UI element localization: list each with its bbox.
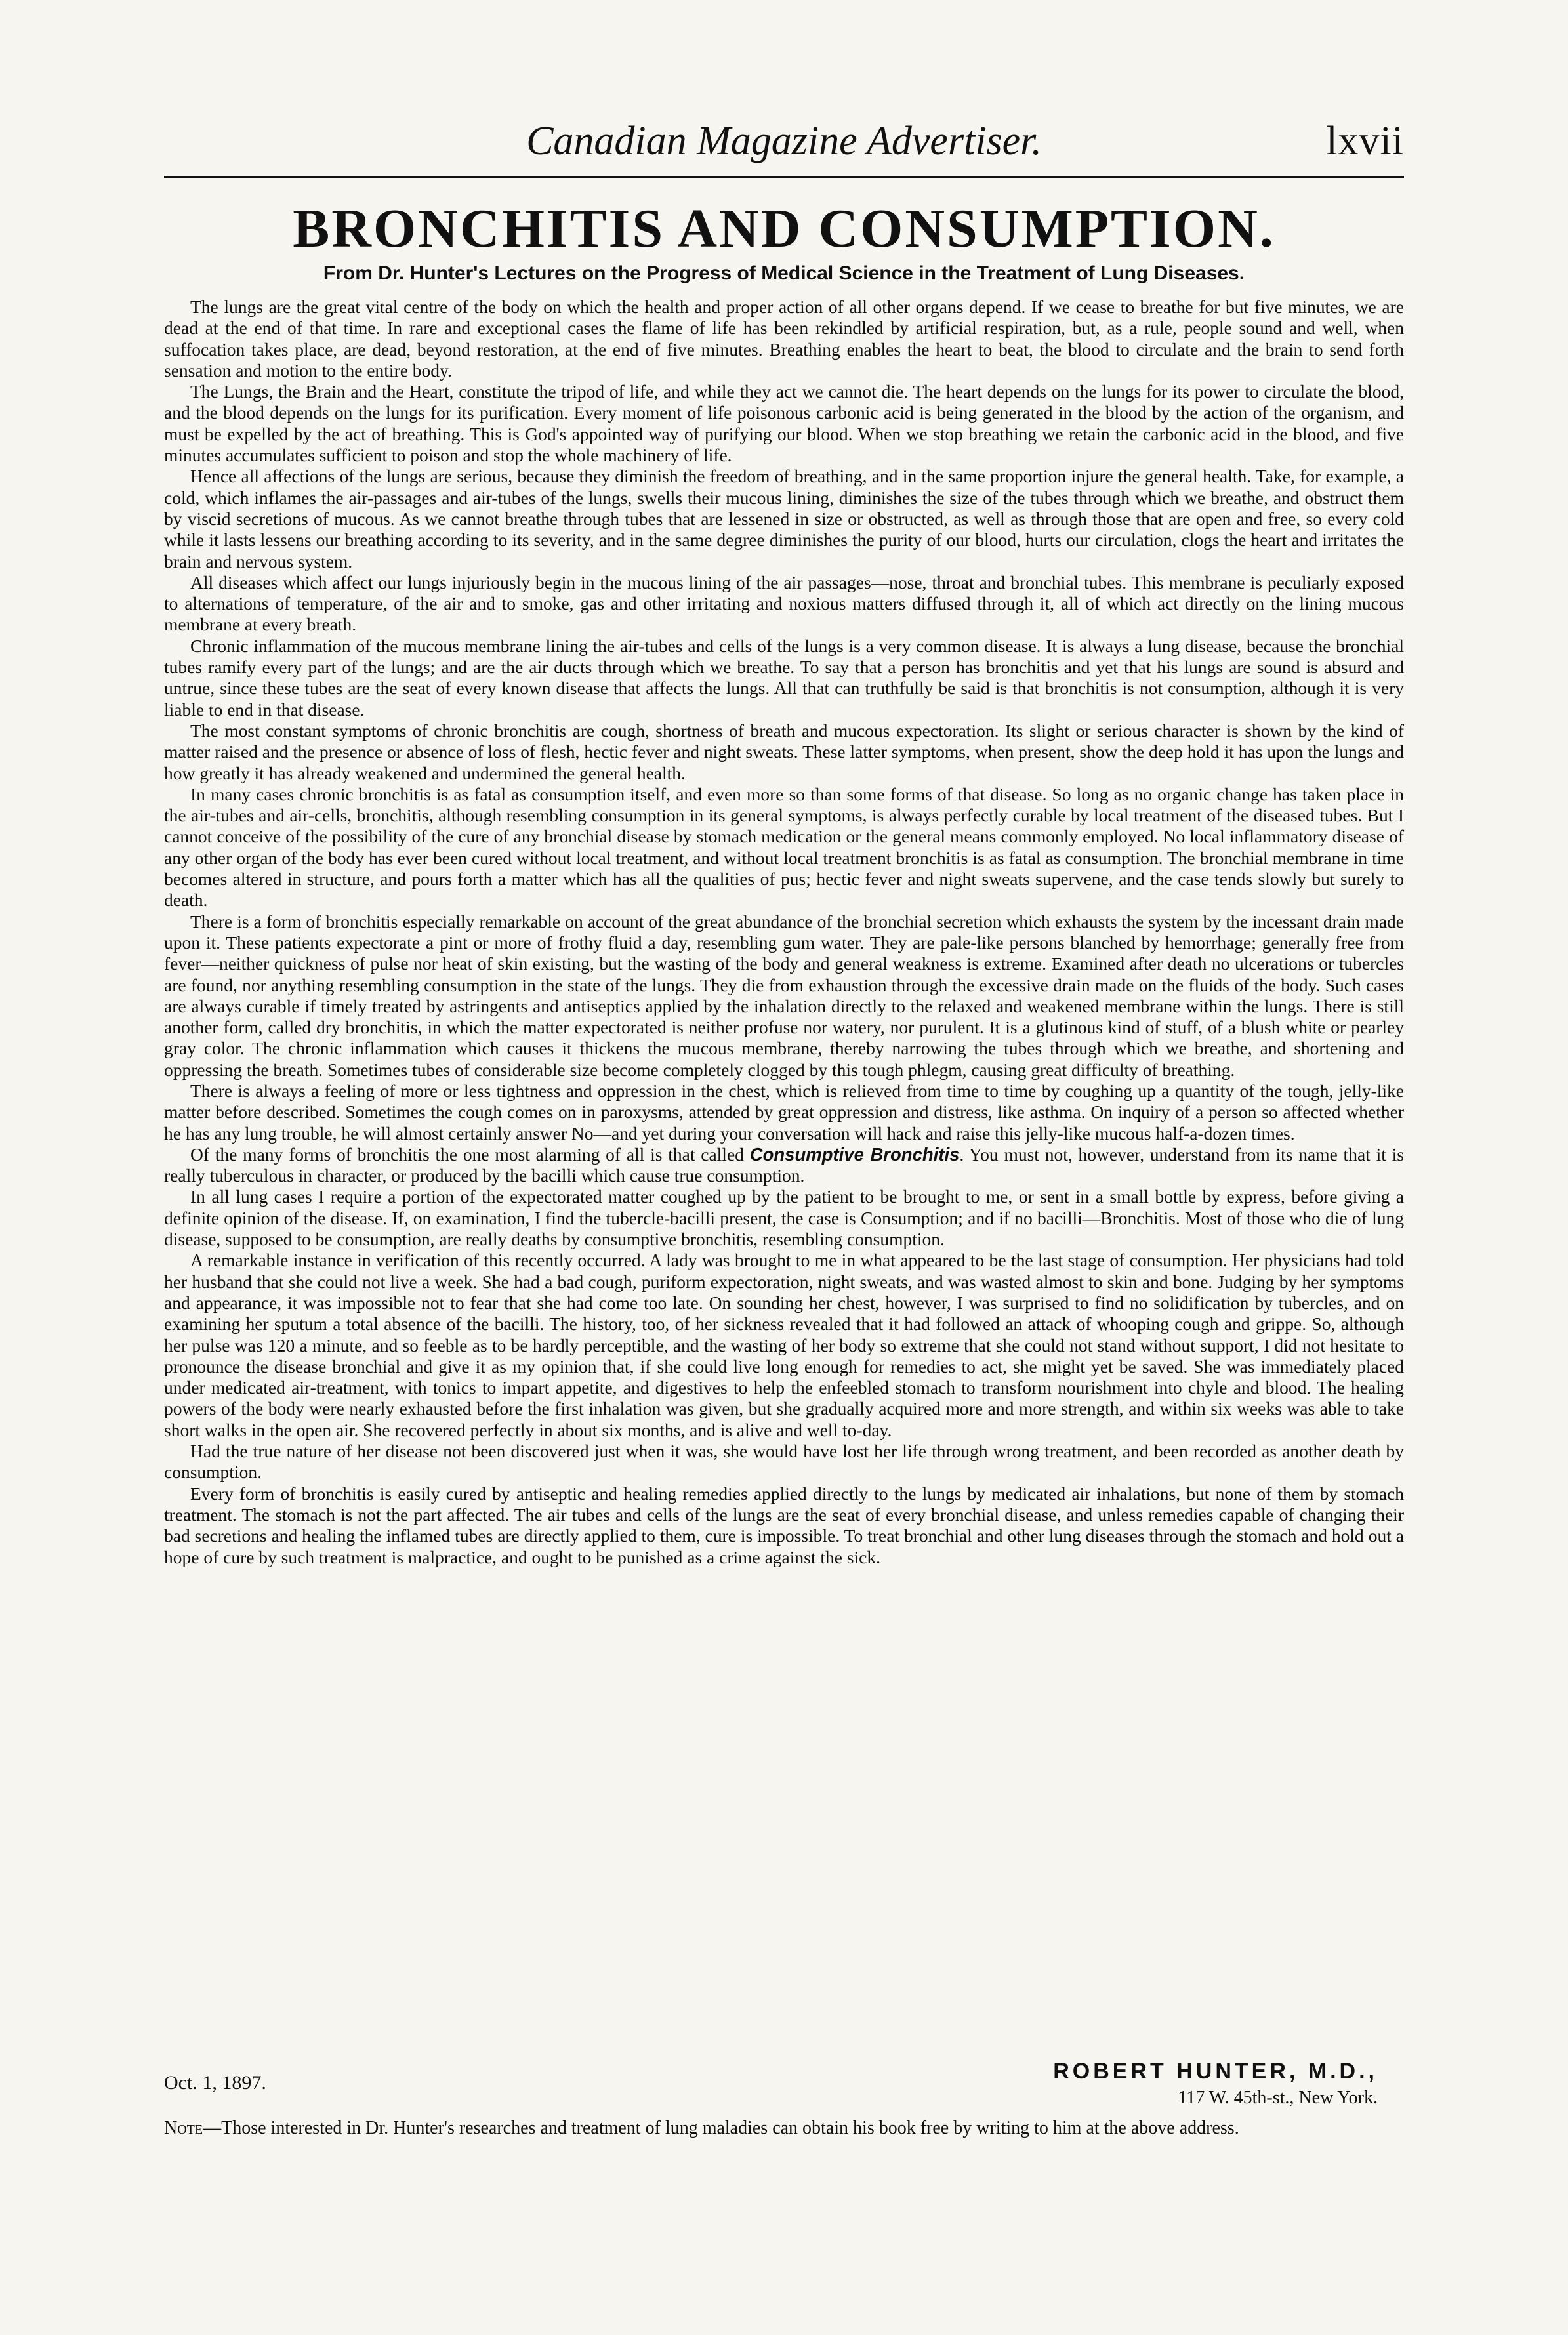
running-title: Canadian Magazine Advertiser. <box>526 119 1042 163</box>
note-text: —Those interested in Dr. Hunter's researches and treatment of lung maladies can obtain his book free by writing to him at the above address. <box>203 2118 1239 2138</box>
page-number: lxvii <box>1326 119 1404 163</box>
emphasized-term: Consumptive Bronchitis <box>749 1144 960 1165</box>
paragraph-text: Of the many forms of bronchitis the one most alarming of all is that called <box>190 1144 750 1165</box>
signature-date: Oct. 1, 1897. <box>164 2072 266 2094</box>
paragraph: There is always a feeling of more or less tightness and oppression in the chest, which is relieved from time to time by coughing up a quantity of the tough, jelly-like matter before described. Sometimes the cough comes on in paroxysms, attended by great oppression and distress, like asthma. On inquiry of a person so affected whether he has any lung trouble, he will almost certainly answer No—and yet during your conversation will hack and raise this jelly-like mucous half-a-dozen times. <box>164 1080 1404 1144</box>
paragraph: Hence all affections of the lungs are serious, because they diminish the freedom of breathing, and in the same proportion injure the general health. Take, for example, a cold, which inflames the air-passages and air-tubes of the lungs, swells their mucous lining, diminishes the size of the tubes through which we breathe, and obstruct them by viscid secretions of mucous. As we cannot breathe through tubes that are lessened in size or obstructed, as well as through those that are open and free, so every cold while it lasts lessens our breathing according to its severity, and in the same degree diminishes the purity of our blood, hurts our circulation, clogs the heart and irritates the brain and nervous system. <box>164 466 1404 571</box>
signature-name: ROBERT HUNTER, M.D., <box>1053 2059 1378 2084</box>
subheadline: From Dr. Hunter's Lectures on the Progress of Medical Science in the Treatment of Lung Diseases. <box>323 262 1245 284</box>
paragraph: There is a form of bronchitis especially remarkable on account of the great abundance of the bronchial secretion which exhausts the system by the incessant drain made upon it. These patients expectorate a pint or more of frothy fluid a day, resembling gum water. They are pale-like persons blanched by hemorrhage; generally free from fever—neither quickness of pulse nor heat of skin existing, but the wasting of the body and general weakness is extreme. Examined after death no ulcerations or tubercles are found, nor anything resembling consumption in the state of the lungs. They die from exhaustion through the excessive drain made on the fluids of the body. Such cases are always curable if timely treated by astringents and antiseptics applied by the inhalation directly to the relaxed and weakened membrane within the lungs. There is still another form, called dry bronchitis, in which the matter expectorated is neither profuse nor watery, nor purulent. It is a glutinous kind of stuff, of a blush white or pearley gray color. The chronic inflammation which causes it thickens the mucous membrane, thereby narrowing the tubes through which we breathe, and shortening and oppressing the breath. Sometimes tubes of considerable size become completely clogged by this tough phlegm, causing great difficulty of breathing. <box>164 911 1404 1080</box>
paragraph: All diseases which affect our lungs injuriously begin in the mucous lining of the air passages—nose, throat and bronchial tubes. This membrane is peculiarly exposed to alternations of temperature, of the air and to smoke, gas and other irritating and noxious matters diffused through it, all of which act directly on the lining mucous membrane at every breath. <box>164 571 1404 635</box>
signature-address: 117 W. 45th-st., New York. <box>1178 2088 1378 2108</box>
paragraph: The most constant symptoms of chronic bronchitis are cough, shortness of breath and mucous expectoration. Its slight or serious character is shown by the kind of matter raised and the presence or absence of loss of flesh, hectic fever and night sweats. These latter symptoms, when present, show the deep hold it has upon the lungs and how greatly it has already weakened and undermined the general health. <box>164 720 1404 783</box>
article-body <box>164 297 1404 1568</box>
note-label: Note <box>164 2118 203 2138</box>
paragraph: The Lungs, the Brain and the Heart, constitute the tripod of life, and while they act we cannot die. The heart depends on the lungs for its power to circulate the blood, and the blood depends on the lungs for its purification. Every moment of life poisonous carbonic acid is being generated in the blood by the action of the organism, and must be expelled by the act of breathing. This is God's appointed way of purifying our blood. When we stop breathing we retain the carbonic acid in the blood, and five minutes accumulates sufficient to poison and stop the whole machinery of life. <box>164 381 1404 466</box>
paragraph: In all lung cases I require a portion of the expectorated matter coughed up by the patient to be brought to me, or sent in a small bottle by express, before giving a definite opinion of the disease. If, on examination, I find the tubercle-bacilli present, the case is Consumption; and if no bacilli—Bronchitis. Most of those who die of lung disease, supposed to be consumption, are really deaths by consumptive bronchitis, resembling consumption. <box>164 1186 1404 1250</box>
paragraph <box>164 1144 1404 1187</box>
footnote <box>164 2118 1404 2139</box>
running-head <box>164 118 1404 177</box>
paragraph: Every form of bronchitis is easily cured by antiseptic and healing remedies applied directly to the lungs by medicated air inhalations, but none of them by stomach treatment. The stomach is not the part affected. The air tubes and cells of the lungs are the seat of every bronchial disease, and unless remedies capable of changing their bad secretions and healing the inflamed tubes are directly applied to them, cure is impossible. To treat bronchial and other lung diseases through the stomach and hold out a hope of cure by such treatment is malpractice, and ought to be punished as a crime against the sick. <box>164 1483 1404 1567</box>
paragraph: The lungs are the great vital centre of the body on which the health and proper action of all other organs depend. If we cease to breathe for but five minutes, we are dead at the end of that time. In rare and exceptional cases the flame of life has been rekindled by artificial respiration, but, as a rule, people sound and well, when suffocation takes place, are dead, beyond restoration, at the end of five minutes. Breathing enables the heart to beat, the blood to circulate and the brain to send forth sensation and motion to the entire body. <box>164 297 1404 381</box>
paragraph: Chronic inflammation of the mucous membrane lining the air-tubes and cells of the lungs is a very common disease. It is always a lung disease, because the bronchial tubes ramify every part of the lungs; and are the air ducts through which we breathe. To say that a person has bronchitis and yet that his lungs are sound is absurd and untrue, since these tubes are the seat of every known disease that affects the lungs. All that can truthfully be said is that bronchitis is not consumption, although it is very liable to end in that disease. <box>164 635 1404 720</box>
headline: BRONCHITIS AND CONSUMPTION. <box>293 198 1275 259</box>
signature-block <box>164 2059 1404 2111</box>
paragraph: A remarkable instance in verification of this recently occurred. A lady was brought to me in what appeared to be the last stage of consumption. Her physicians had told her husband that she could not live a week. She had a bad cough, puriform expectoration, night sweats, and was wasted almost to skin and bone. Judging by her symptoms and appearance, it was impossible not to fear that she had come too late. On sounding her chest, however, I was surprised to find no solidification by tubercles, and on examining her sputum a total absence of the bacilli. The history, too, of her sickness revealed that it had followed an attack of whooping cough and grippe. So, although her pulse was 120 a minute, and so feeble as to be hardly perceptible, and the wasting of her body so extreme that she could not stand without support, I did not hesitate to pronounce the disease bronchial and give it as my opinion that, if she could live long enough for remedies to act, she might yet be saved. She was immediately placed under medicated air-treatment, with tonics to impart appetite, and digestives to help the enfeebled stomach to transform nourishment into chyle and blood. The healing powers of the body were nearly exhausted before the first inhalation was given, but she gradually acquired more and more strength, and within six weeks was able to take short walks in the open air. She recovered perfectly in about six months, and is alive and well to-day. <box>164 1250 1404 1440</box>
header-rule <box>164 176 1404 178</box>
paragraph-text: . You must not, however, understand from its name that it is really tuberculous in character, or produced by the bacilli which cause true consumption. <box>164 1144 1404 1186</box>
paragraph: In many cases chronic bronchitis is as fatal as consumption itself, and even more so than some forms of that disease. So long as no organic change has taken place in the air-tubes and air-cells, bronchitis, although resembling consumption in its general symptoms, is always perfectly curable by local treatment of the diseased tubes. But I cannot conceive of the possibility of the cure of any bronchial disease by stomach medication or the general means commonly employed. No local inflammatory disease of any other organ of the body has ever been cured without local treatment, and without local treatment bronchitis is as fatal as consumption. The bronchial membrane in time becomes altered in structure, and pours forth a matter which has all the qualities of pus; hectic fever and night sweats supervene, and the case tends slowly but surely to death. <box>164 783 1404 911</box>
paragraph: Had the true nature of her disease not been discovered just when it was, she would have lost her life through wrong treatment, and been recorded as another death by consumption. <box>164 1441 1404 1483</box>
